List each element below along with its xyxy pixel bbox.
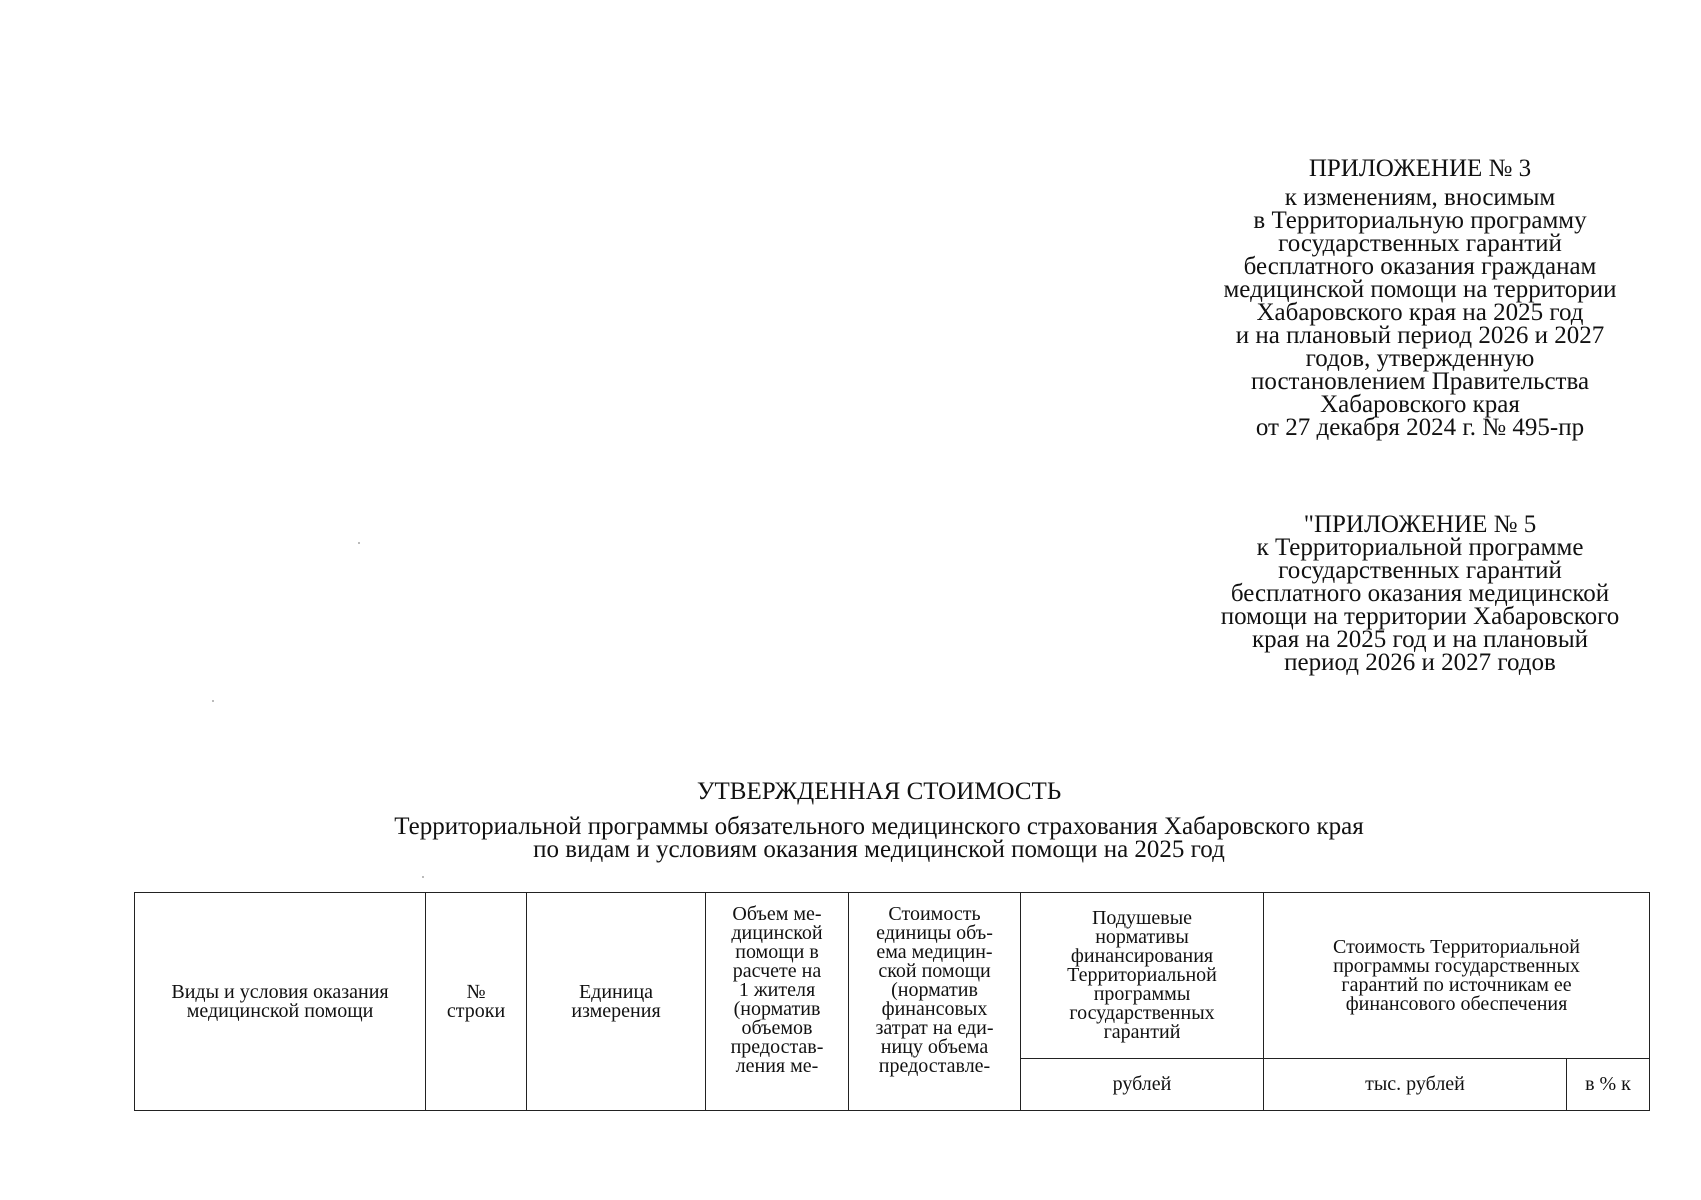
header-text: (норматив <box>891 979 978 1001</box>
header-text: ления ме- <box>735 1055 819 1077</box>
appendix-5-line: края на 2025 год и на плановый <box>1251 626 1588 653</box>
header-text: объемов <box>741 1017 813 1039</box>
header-text: 1 жителя <box>738 979 816 1001</box>
header-text: финансирования <box>1070 945 1214 967</box>
header-unit <box>527 893 706 1111</box>
cost-table-container <box>134 892 1649 1110</box>
appendix-3-line: Хабаровского края <box>1320 391 1520 418</box>
header-text: Стоимость <box>888 903 981 925</box>
header-text: ема медицин- <box>876 941 993 963</box>
header-text: Единица <box>578 980 654 1003</box>
header-care-types <box>135 893 426 1111</box>
subheading-line-2: по видам и условиям оказания медицинской помощи на 2025 год <box>533 836 1225 863</box>
header-text: (норматив <box>733 998 821 1020</box>
header-text: государственных <box>1069 1002 1215 1024</box>
header-text: Территориальной <box>1067 964 1217 986</box>
appendix-3-line: и на плановый период 2026 и 2027 <box>1235 322 1605 349</box>
appendix-3-line: медицинской помощи на территории <box>1223 276 1617 303</box>
header-unit-cost <box>849 893 1021 1111</box>
header-text: гарантий <box>1103 1021 1181 1043</box>
header-text: № <box>466 980 486 1003</box>
appendix-3-line: к изменениям, вносимым <box>1284 184 1556 211</box>
header-text: финансового обеспечения <box>1345 992 1568 1015</box>
header-volume-per-resident <box>706 893 849 1111</box>
scan-speck <box>212 700 214 702</box>
appendix-5-line: помощи на территории Хабаровского <box>1220 603 1620 630</box>
header-text: Объем ме- <box>732 903 822 925</box>
header-text: единицы объ- <box>876 922 993 944</box>
header-text: гарантий по источникам ее <box>1341 973 1572 996</box>
appendix-3-line: Хабаровского края на 2025 год <box>1256 299 1584 326</box>
header-text: финансовых <box>881 998 988 1020</box>
header-text: предоставле- <box>878 1055 991 1077</box>
subheader-rubles: рублей <box>1021 1059 1264 1111</box>
header-text: ской помощи <box>878 960 991 982</box>
appendix-5-line: к Территориальной программе <box>1256 534 1584 561</box>
header-text: Стоимость Территориальной <box>1333 935 1580 958</box>
subheader-thousand-rubles: тыс. рублей <box>1264 1059 1567 1111</box>
header-text: строки <box>446 999 506 1022</box>
appendix-3-line: от 27 декабря 2024 г. № 495-пр <box>1255 414 1585 441</box>
header-program-cost <box>1264 893 1650 1059</box>
header-text: нормативы <box>1095 926 1189 948</box>
header-per-capita-norms <box>1021 893 1264 1059</box>
header-text: расчете на <box>732 960 822 982</box>
header-text: затрат на еди- <box>875 1017 994 1039</box>
header-text: помощи в <box>735 941 819 963</box>
appendix-3-line: постановлением Правительства <box>1250 368 1590 395</box>
header-text: предостав- <box>730 1036 824 1058</box>
appendix-5-line: бесплатного оказания медицинской <box>1230 580 1610 607</box>
appendix-3-line: государственных гарантий <box>1278 230 1562 257</box>
header-text: измерения <box>571 999 661 1022</box>
appendix-5-title: "ПРИЛОЖЕНИЕ № 5 <box>1303 511 1537 538</box>
appendix-3-line: годов, утвержденную <box>1305 345 1535 372</box>
appendix-5-line: период 2026 и 2027 годов <box>1284 649 1556 676</box>
scan-speck <box>358 542 360 544</box>
header-text: Подушевые <box>1091 907 1193 929</box>
scan-speck <box>422 876 424 878</box>
appendix-3-line: бесплатного оказания гражданам <box>1243 253 1597 280</box>
header-text: программы <box>1093 983 1191 1005</box>
subheading-line-1: Территориальной программы обязательного медицинского страхования Хабаровского края <box>394 813 1364 840</box>
appendix-3-title: ПРИЛОЖЕНИЕ № 3 <box>1308 155 1532 182</box>
header-text: медицинской помощи <box>186 999 374 1022</box>
header-row-number <box>426 893 527 1111</box>
appendix-3-line: в Территориальную программу <box>1253 207 1587 234</box>
header-text: ницу объема <box>880 1036 989 1058</box>
appendix-5-block <box>1190 513 1650 674</box>
document-heading: УТВЕРЖДЕННАЯ СТОИМОСТЬ <box>696 778 1062 805</box>
header-text: дицинской <box>731 922 823 944</box>
cost-table <box>134 892 1650 1111</box>
document-subheading <box>0 815 1701 861</box>
subheader-percent: в % к <box>1567 1059 1650 1111</box>
header-text: программы государственных <box>1333 954 1580 977</box>
appendix-5-line: государственных гарантий <box>1278 557 1562 584</box>
header-text: Виды и условия оказания <box>171 980 389 1003</box>
appendix-3-block <box>1190 157 1650 439</box>
